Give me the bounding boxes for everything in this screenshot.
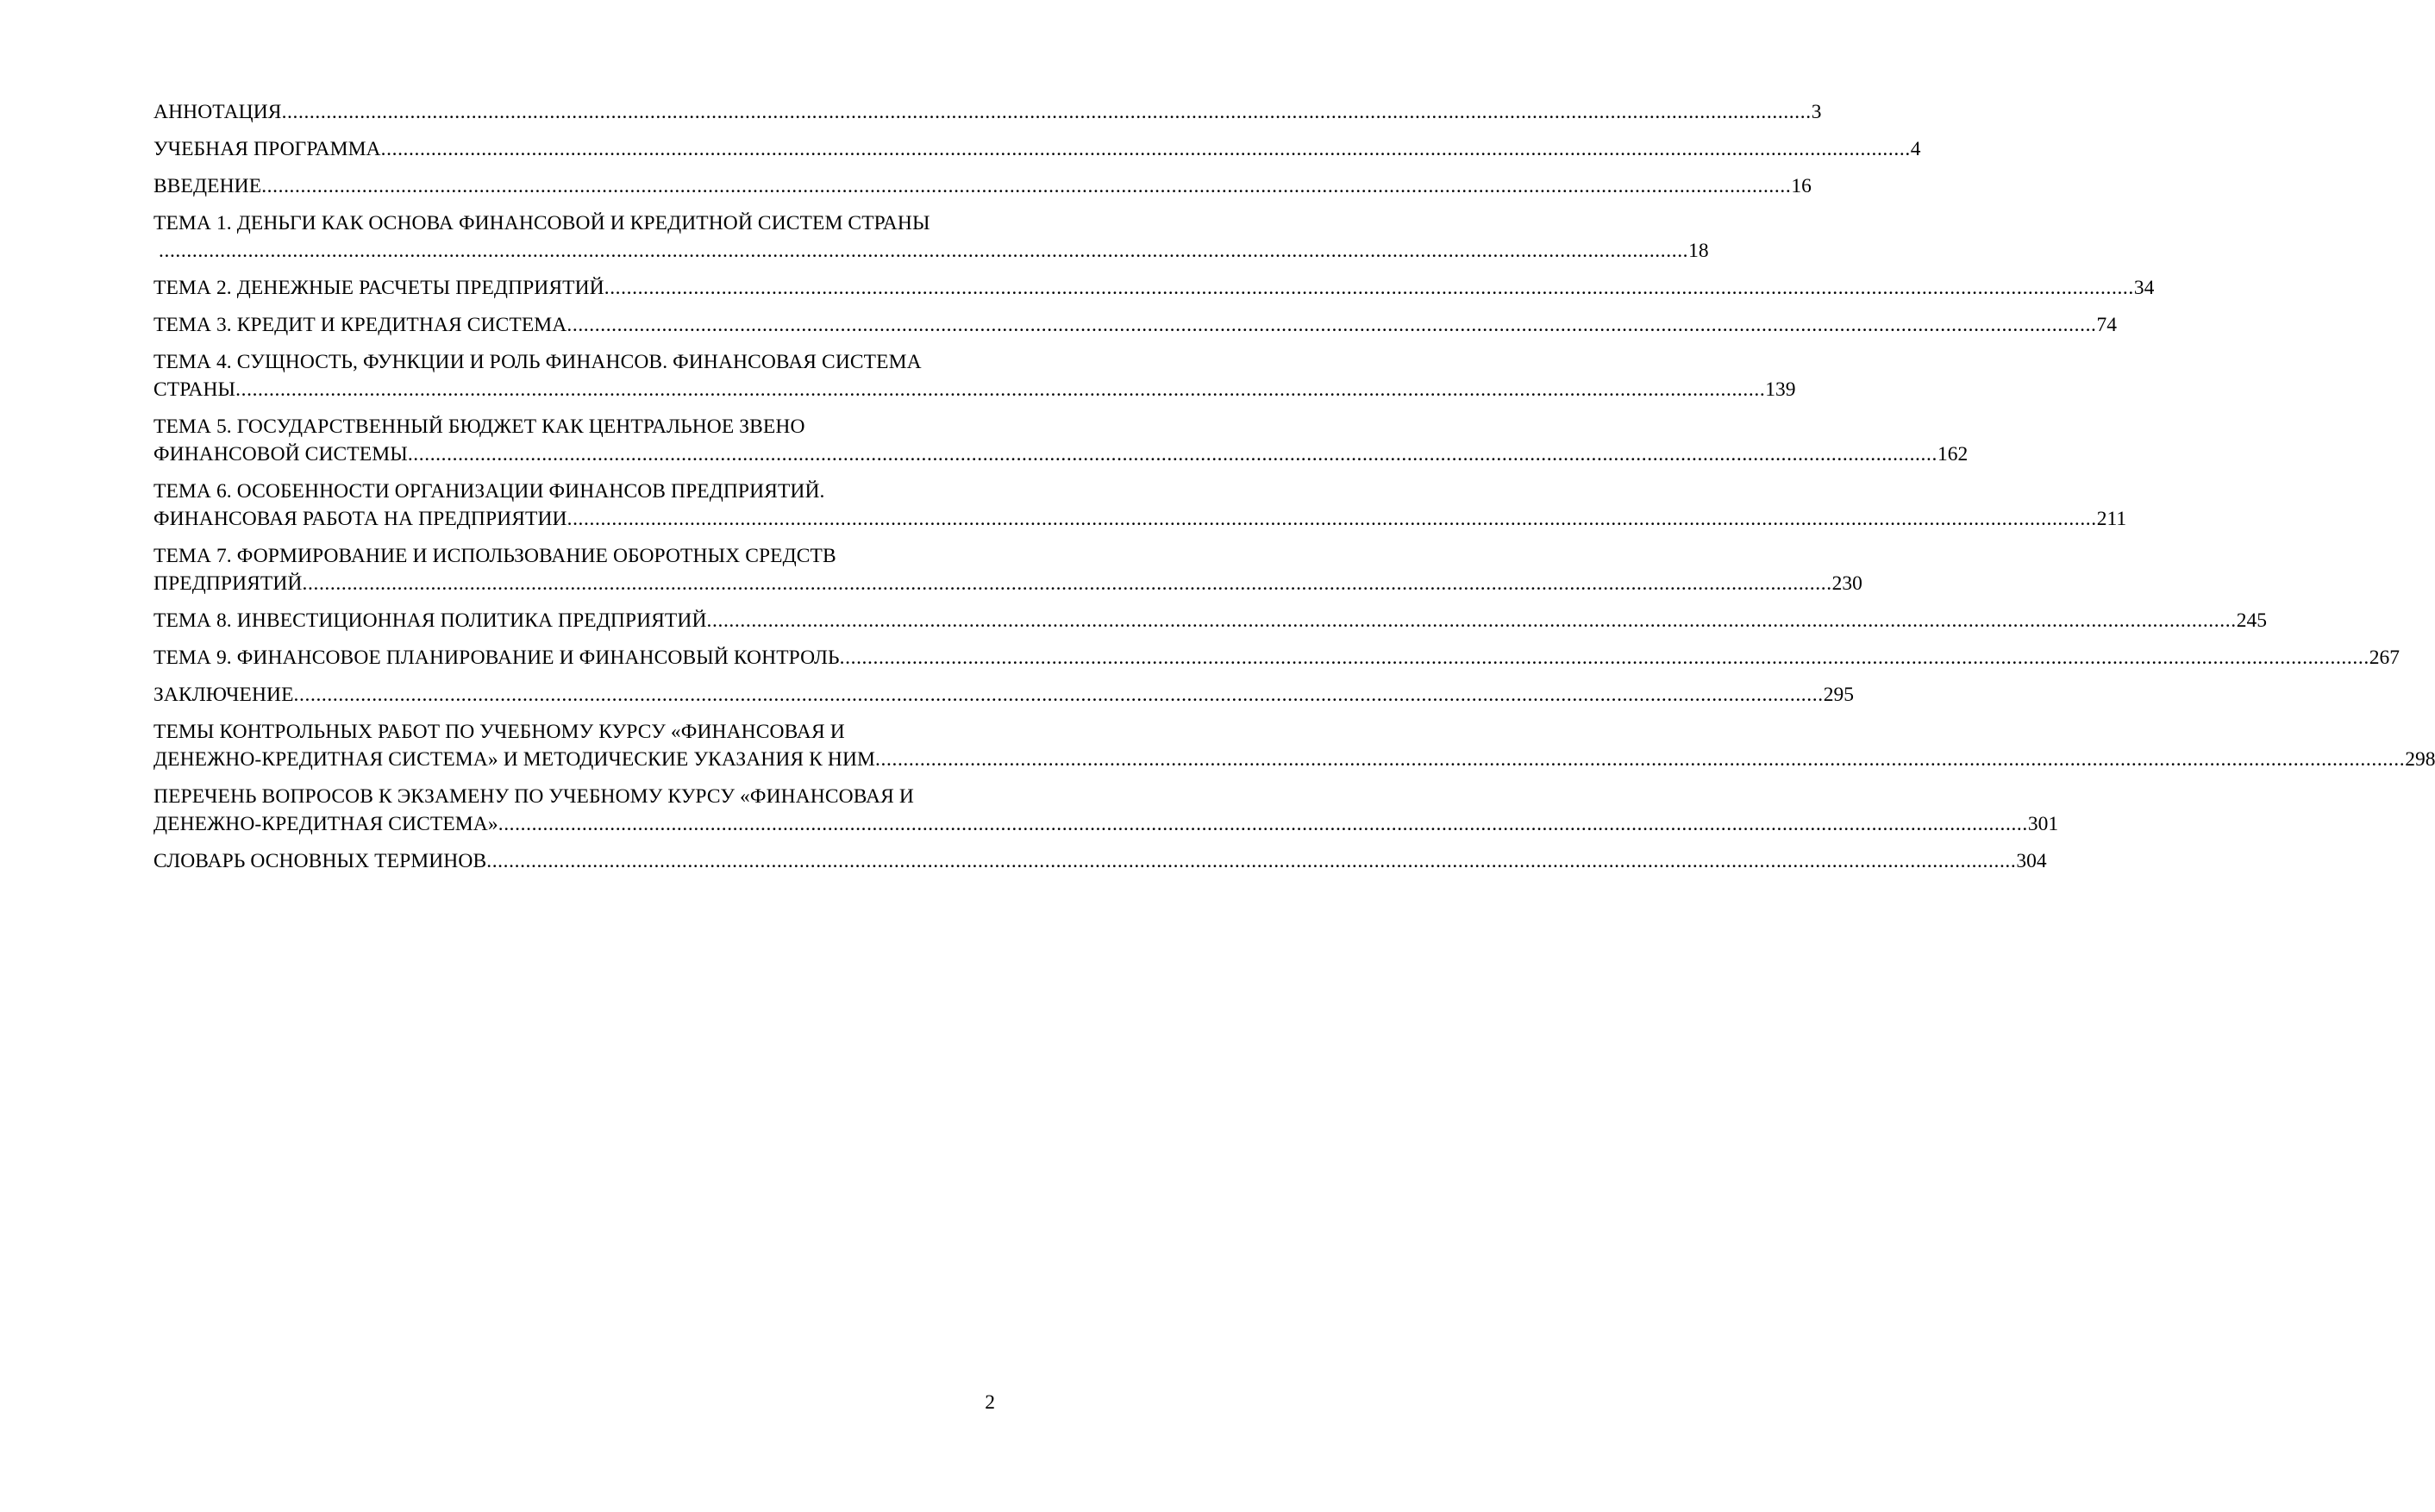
dot-leader (566, 311, 2096, 339)
toc-entry-last-line (153, 681, 1854, 709)
toc-entry[interactable] (153, 681, 1854, 709)
toc-entry-title: ФИНАНСОВАЯ РАБОТА НА ПРЕДПРИЯТИИ (153, 508, 567, 530)
dot-leader (294, 681, 1824, 709)
toc-entry-last-line (153, 644, 2401, 672)
dot-leader (282, 98, 1812, 126)
toc-entry-last-line (153, 440, 1969, 468)
toc-page-number: 139 (1765, 378, 1796, 401)
dot-leader (303, 570, 1832, 597)
toc-page-number: 245 (2236, 609, 2267, 632)
toc-page-number: 211 (2096, 508, 2127, 530)
toc-entry-title: СЛОВАРЬ ОСНОВНЫХ ТЕРМИНОВ (153, 850, 487, 872)
toc-entry-title: АННОТАЦИЯ (153, 101, 282, 123)
toc-entry[interactable] (153, 718, 2435, 773)
toc-entry-line (153, 783, 995, 810)
toc-entry-line (153, 209, 995, 237)
dot-leader (408, 440, 1937, 468)
toc-entry-title: ЗАКЛЮЧЕНИЕ (153, 684, 294, 706)
toc-entry-title: ТЕМА 6. ОСОБЕННОСТИ ОРГАНИЗАЦИИ ФИНАНСОВ ПРЕДПРИЯТИЙ. (153, 480, 825, 503)
toc-entry[interactable] (153, 98, 1822, 126)
dot-leader (707, 607, 2237, 634)
dot-leader (381, 135, 1911, 163)
toc-entry-title: УЧЕБНАЯ ПРОГРАММА (153, 138, 381, 160)
toc-page-number: 267 (2369, 647, 2401, 669)
toc-entry[interactable] (153, 607, 2267, 634)
toc-page-number: 304 (2016, 850, 2047, 872)
toc-page-number: 18 (1688, 240, 1709, 262)
dot-leader (604, 274, 2134, 302)
toc-entry-line (153, 718, 995, 746)
toc-entry[interactable] (153, 478, 2127, 533)
toc-entry-title: ТЕМА 3. КРЕДИТ И КРЕДИТНАЯ СИСТЕМА (153, 314, 567, 336)
toc-entry[interactable] (153, 413, 1969, 468)
toc-entry[interactable] (153, 209, 1709, 265)
toc-entry-last-line (153, 172, 1812, 200)
toc-entry-last-line (153, 810, 2059, 838)
toc-page-number: 295 (1823, 684, 1854, 706)
toc-entry-title: ТЕМА 7. ФОРМИРОВАНИЕ И ИСПОЛЬЗОВАНИЕ ОБОРОТНЫХ СРЕДСТВ (153, 545, 836, 567)
dot-leader (840, 644, 2369, 672)
toc-page-number: 16 (1791, 175, 1812, 197)
toc-entry-title: ТЕМА 8. ИНВЕСТИЦИОННАЯ ПОЛИТИКА ПРЕДПРИЯТИЙ (153, 609, 707, 632)
toc-entry-title: ДЕНЕЖНО-КРЕДИТНАЯ СИСТЕМА» (153, 813, 498, 835)
toc-entry-title: ТЕМА 1. ДЕНЬГИ КАК ОСНОВА ФИНАНСОВОЙ И КРЕДИТНОЙ СИСТЕМ СТРАНЫ (153, 212, 930, 234)
dot-leader (498, 810, 2028, 838)
toc-entry[interactable] (153, 172, 1812, 200)
toc-entry-title: ПРЕДПРИЯТИЙ (153, 572, 303, 595)
toc-entry-last-line (153, 505, 2127, 533)
toc-entry-title: ПЕРЕЧЕНЬ ВОПРОСОВ К ЭКЗАМЕНУ ПО УЧЕБНОМУ КУРСУ «ФИНАНСОВАЯ И (153, 785, 914, 808)
toc-entry-last-line (153, 135, 1921, 163)
toc-entry-title: ТЕМА 5. ГОСУДАРСТВЕННЫЙ БЮДЖЕТ КАК ЦЕНТРАЛЬНОЕ ЗВЕНО (153, 415, 805, 438)
dot-leader (235, 376, 1765, 403)
toc-entry-title: ТЕМА 4. СУЩНОСТЬ, ФУНКЦИИ И РОЛЬ ФИНАНСОВ. ФИНАНСОВАЯ СИСТЕМА (153, 351, 922, 373)
toc-page-number: 301 (2027, 813, 2059, 835)
toc-entry-line (153, 348, 995, 376)
dot-leader (153, 237, 1688, 265)
toc-entry-last-line (153, 607, 2267, 634)
toc-entry-last-line (153, 98, 1822, 126)
table-of-contents (153, 98, 2435, 884)
page-number: 2 (985, 1391, 995, 1414)
toc-entry-last-line (153, 274, 2155, 302)
toc-entry-title: ФИНАНСОВОЙ СИСТЕМЫ (153, 443, 408, 465)
toc-entry[interactable] (153, 783, 2059, 838)
toc-entry-title: ТЕМЫ КОНТРОЛЬНЫХ РАБОТ ПО УЧЕБНОМУ КУРСУ «ФИНАНСОВАЯ И (153, 721, 845, 743)
toc-entry-last-line (153, 376, 1796, 403)
toc-entry-line (153, 413, 995, 440)
toc-page-number: 230 (1831, 572, 1862, 595)
toc-entry[interactable] (153, 542, 1862, 597)
toc-entry-title: ДЕНЕЖНО-КРЕДИТНАЯ СИСТЕМА» И МЕТОДИЧЕСКИЕ УКАЗАНИЯ К НИМ (153, 748, 876, 771)
toc-page-number: 3 (1811, 101, 1822, 123)
toc-page-number: 298 (2405, 748, 2435, 771)
toc-entry-last-line (153, 311, 2118, 339)
toc-entry-title: ВВЕДЕНИЕ (153, 175, 262, 197)
toc-page-number: 74 (2096, 314, 2118, 336)
dot-leader (875, 746, 2405, 773)
toc-page-number: 4 (1910, 138, 1921, 160)
toc-entry[interactable] (153, 311, 2118, 339)
toc-entry[interactable] (153, 348, 1796, 403)
dot-leader (567, 505, 2097, 533)
toc-entry-last-line (153, 847, 2047, 875)
toc-entry-title: ТЕМА 2. ДЕНЕЖНЫЕ РАСЧЕТЫ ПРЕДПРИЯТИЙ (153, 277, 604, 299)
toc-entry[interactable] (153, 274, 2155, 302)
toc-entry[interactable] (153, 135, 1921, 163)
toc-entry[interactable] (153, 847, 2047, 875)
toc-entry[interactable] (153, 644, 2401, 672)
toc-page-number: 34 (2133, 277, 2155, 299)
toc-entry-last-line (153, 570, 1862, 597)
dot-leader (261, 172, 1791, 200)
toc-entry-line (153, 478, 995, 505)
toc-entry-last-line (153, 237, 1709, 265)
toc-page-number: 162 (1937, 443, 1969, 465)
toc-entry-last-line (153, 746, 2435, 773)
dot-leader (486, 847, 2016, 875)
toc-entry-line (153, 542, 995, 570)
toc-entry-title: СТРАНЫ (153, 378, 236, 401)
toc-entry-title: ТЕМА 9. ФИНАНСОВОЕ ПЛАНИРОВАНИЕ И ФИНАНСОВЫЙ КОНТРОЛЬ (153, 647, 840, 669)
